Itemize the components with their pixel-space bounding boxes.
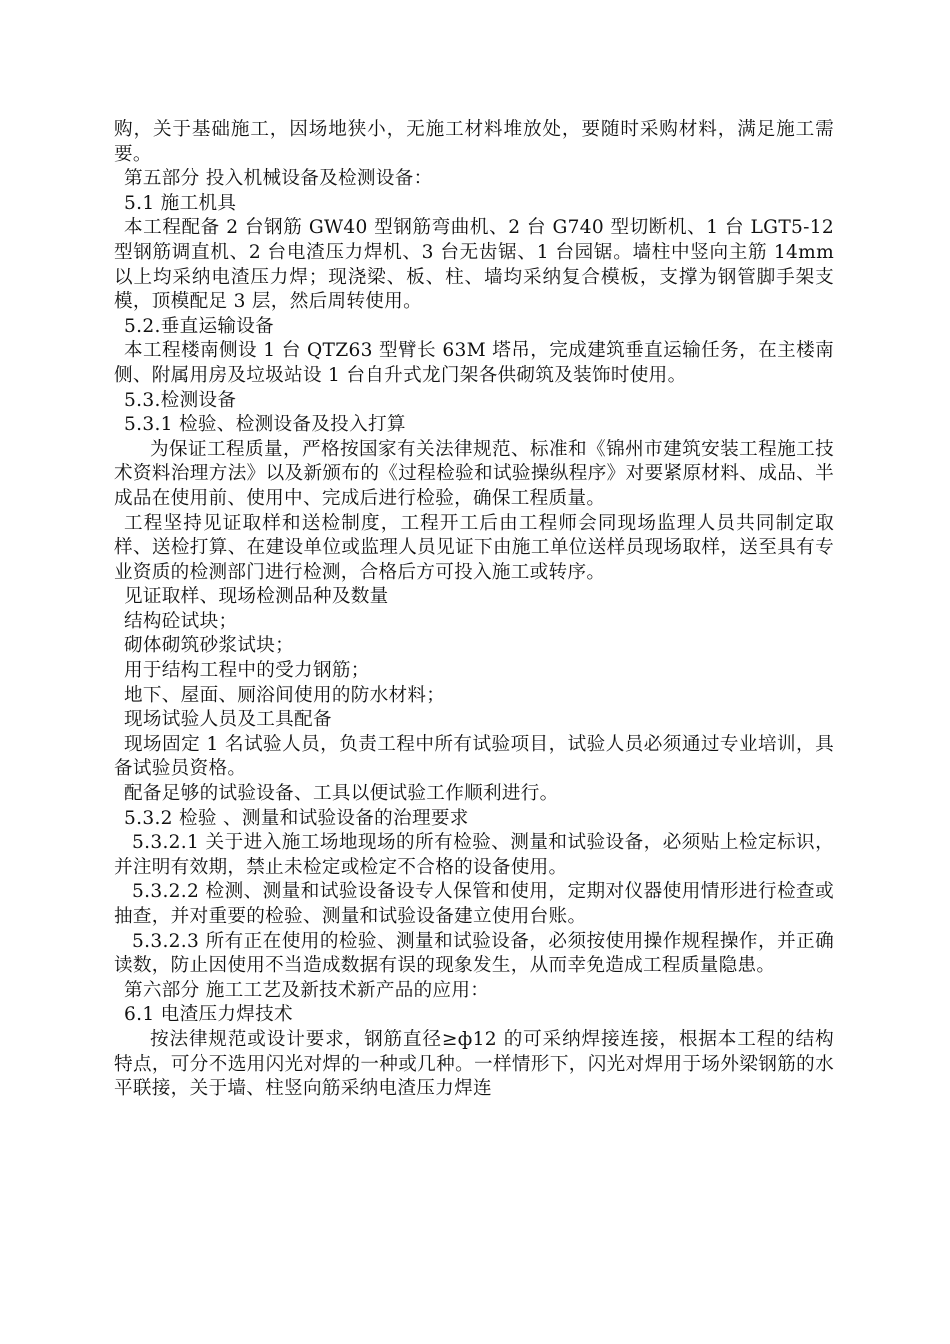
paragraph-test-personnel: 现场固定 1 名试验人员，负责工程中所有试验项目，试验人员必须通过专业培训，具备试验员资格。 — [114, 733, 834, 780]
list-heading-personnel: 现场试验人员及工具配备 — [124, 709, 332, 731]
paragraph-sampling-system: 工程坚持见证取样和送检制度，工程开工后由工程师会同现场监理人员共同制定取样、送检打算、在建设单位或监理人员见证下由施工单位送样员现场取样，送至具有专业资质的检测部门进行检测，合格后方可投入施工或转序。 — [114, 512, 834, 583]
list-item: 地下、屋面、厕浴间使用的防水材料； — [124, 684, 446, 706]
section-5-3-heading: 5.3.检测设备 — [124, 389, 237, 411]
section-5-2-heading: 5.2.垂直运输设备 — [124, 315, 275, 337]
list-item: 砌体砌筑砂浆试块； — [124, 635, 295, 657]
document-page — [114, 118, 834, 1102]
section-5-3-1-heading: 5.3.1 检验、检测设备及投入打算 — [124, 414, 406, 436]
paragraph-continuation: 购，关于基础施工，因场地狭小，无施工材料堆放处，要随时采购材料，满足施工需要。 — [114, 119, 834, 165]
paragraph-quality-assurance: 为保证工程质量，严格按国家有关法律规范、标准和《锦州市建筑安装工程施工技术资料治理方法》以及新颁布的《过程检验和试验操纵程序》对要紧原材料、成品、半成品在使用前、使用中、完成后进行检验，确保工程质量。 — [114, 438, 834, 509]
list-item: 结构砼试块； — [124, 610, 238, 632]
section-5-3-2-heading: 5.3.2 检验 、测量和试验设备的治理要求 — [124, 807, 469, 829]
section-5-1-heading: 5.1 施工机具 — [124, 192, 237, 214]
paragraph-electroslag-welding: 按法律规范或设计要求，钢筋直径≥ф12 的可采纳焊接连接，根据本工程的结构特点，可分不选用闪光对焊的一种或几种。一样情形下，闪光对焊用于场外梁钢筋的水平联接，关于墙、柱竖向筋采纳电渣压力焊连 — [114, 1028, 834, 1100]
paragraph-vertical-transport: 本工程楼南侧设 1 台 QTZ63 型臂长 63M 塔吊，完成建筑垂直运输任务，在主楼南侧、附属用房及垃圾站设 1 台自升式龙门架各供砌筑及装饰时使用。 — [114, 340, 834, 386]
paragraph-construction-tools: 本工程配备 2 台钢筋 GW40 型钢筋弯曲机、2 台 G740 型切断机、1 台 LGT5-12 型钢筋调直机、2 台电渣压力焊机、3 台无齿锯、1 台园锯。墙柱中竖向主筋 14mm 以上均采纳电渣压力焊；现浇梁、板、柱、墙均采纳复合模板，支撑为钢管脚手架支模，顶模配足 3 层，然后周转使用。 — [114, 217, 834, 313]
list-heading-sampling: 见证取样、现场检测品种及数量 — [124, 586, 389, 608]
section-6-1-heading: 6.1 电渣压力焊技术 — [124, 1004, 293, 1026]
part-five-heading: 第五部分 投入机械设备及检测设备： — [124, 168, 433, 190]
paragraph-5-3-2-3: 5.3.2.3 所有正在使用的检验、测量和试验设备，必须按使用操作规程操作，并正确读数，防止因使用不当造成数据有误的现象发生，从而幸免造成工程质量隐患。 — [114, 930, 834, 977]
list-item: 用于结构工程中的受力钢筋； — [124, 660, 370, 682]
part-six-heading: 第六部分 施工工艺及新技术新产品的应用： — [124, 979, 490, 1001]
paragraph-test-equipment: 配备足够的试验设备、工具以便试验工作顺利进行。 — [124, 783, 559, 805]
paragraph-5-3-2-2: 5.3.2.2 检测、测量和试验设备设专人保管和使用，定期对仪器使用情形进行检查或抽查，并对重要的检验、测量和试验设备建立使用台账。 — [114, 881, 834, 927]
paragraph-5-3-2-1: 5.3.2.1 关于进入施工场地现场的所有检验、测量和试验设备，必须贴上检定标识，并注明有效期，禁止未检定或检定不合格的设备使用。 — [114, 832, 834, 878]
